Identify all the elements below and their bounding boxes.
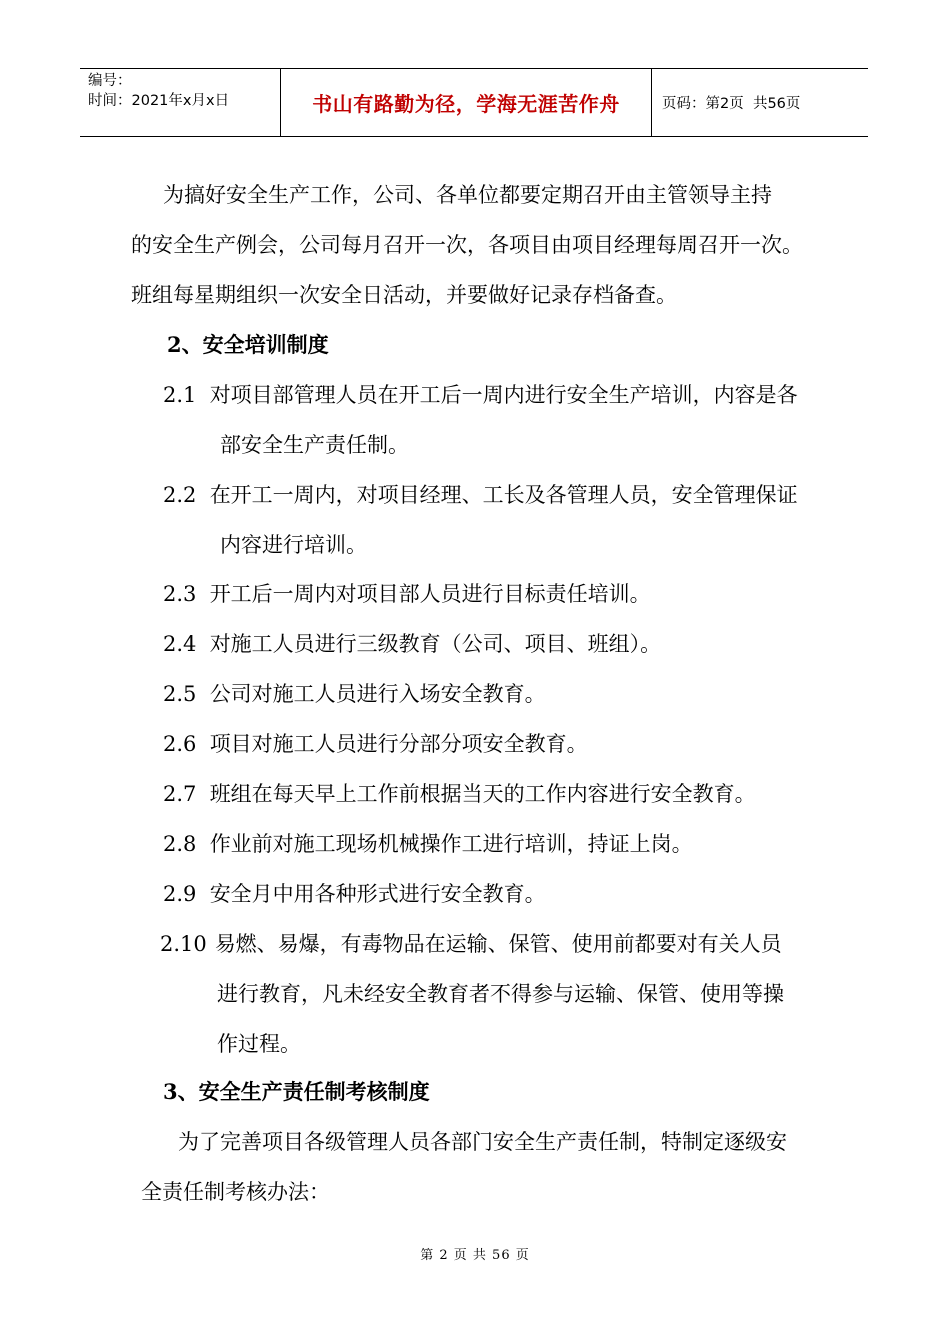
list-item — [163, 780, 756, 808]
item-text: 对施工人员进行三级教育（公司、项目、班组）。 — [209, 632, 662, 656]
item-number: 2.4 — [163, 632, 197, 656]
section-3-line-1: 为了完善项目各级管理人员各部门安全生产责任制，特制定逐级安 — [178, 1130, 787, 1154]
header-motto-cell — [281, 69, 652, 136]
item-text: 作业前对施工现场机械操作工进行培训，持证上岗。 — [209, 832, 693, 856]
item-text: 公司对施工人员进行入场安全教育。 — [209, 682, 546, 706]
list-item — [163, 730, 588, 758]
item-number: 2.6 — [163, 732, 197, 756]
item-number: 2.8 — [163, 832, 197, 856]
item-continuation: 部安全生产责任制。 — [220, 433, 409, 457]
item-number: 2.2 — [163, 483, 197, 507]
item-number: 2.9 — [163, 882, 197, 906]
list-item — [163, 680, 546, 708]
item-text: 易燃、易爆，有毒物品在运输、保管、使用前都要对有关人员 — [214, 932, 782, 956]
item-number: 2.3 — [163, 582, 197, 606]
page-footer: 第 2 页 共 56 页 — [420, 1248, 530, 1263]
section-3-title: 3、安全生产责任制考核制度 — [163, 1079, 430, 1104]
header-page-cell — [652, 69, 868, 136]
header-meta-cell — [80, 69, 281, 136]
list-item — [163, 830, 693, 858]
item-text: 开工后一周内对项目部人员进行目标责任培训。 — [209, 582, 651, 606]
motto-text: 书山有路勤为径，学海无涯苦作舟 — [312, 92, 620, 116]
list-item — [163, 481, 798, 509]
list-item — [163, 580, 651, 608]
list-item — [163, 880, 546, 908]
item-text: 对项目部管理人员在开工后一周内进行安全生产培训，内容是各 — [209, 383, 798, 407]
list-item — [163, 381, 798, 409]
item-number: 2.1 — [163, 383, 197, 407]
section-3-line-2: 全责任制考核办法： — [141, 1180, 330, 1204]
item-text: 安全月中用各种形式进行安全教育。 — [209, 882, 546, 906]
item-number: 2.7 — [163, 782, 197, 806]
item-text: 项目对施工人员进行分部分项安全教育。 — [209, 732, 588, 756]
item-continuation: 作过程。 — [217, 1032, 301, 1056]
intro-line-3: 班组每星期组织一次安全日活动，并要做好记录存档备查。 — [131, 283, 677, 307]
item-text: 班组在每天早上工作前根据当天的工作内容进行安全教育。 — [209, 782, 756, 806]
intro-line-1: 为搞好安全生产工作，公司、各单位都要定期召开由主管领导主持 — [163, 183, 772, 207]
item-number: 2.5 — [163, 682, 197, 706]
serial-number-label: 编号： — [88, 73, 132, 89]
section-2-title: 2、安全培训制度 — [167, 332, 329, 357]
date-label: 时间：2021年x月x日 — [88, 93, 230, 109]
page-info: 页码：第2页 共56页 — [662, 96, 801, 112]
item-continuation: 进行教育，凡未经安全教育者不得参与运输、保管、使用等操 — [217, 982, 784, 1006]
item-continuation: 内容进行培训。 — [220, 533, 367, 557]
page-header — [80, 68, 868, 137]
list-item — [160, 930, 782, 958]
intro-line-2: 的安全生产例会，公司每月召开一次，各项目由项目经理每周召开一次。 — [131, 233, 803, 257]
list-item — [163, 630, 661, 658]
item-text: 在开工一周内，对项目经理、工长及各管理人员，安全管理保证 — [209, 483, 798, 507]
item-number: 2.10 — [160, 932, 207, 956]
